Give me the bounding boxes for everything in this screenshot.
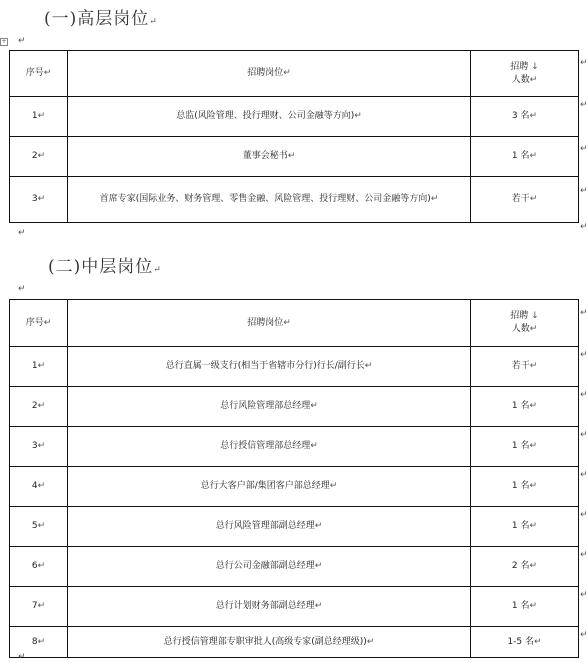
row-no: 5 (31, 521, 38, 531)
paragraph-mark: ↵ (18, 284, 26, 294)
row-no: 2 (31, 151, 38, 161)
section-title (44, 4, 158, 29)
table-header-row (10, 300, 579, 347)
header-position: 招聘岗位↵ (68, 300, 471, 347)
table-row: 4↵ 总行大客户部/集团客户部总经理↵ 1 名↵ (10, 467, 579, 507)
senior-positions-table (9, 50, 579, 223)
row-end-mark: ↵ (580, 470, 588, 480)
row-end-mark: ↵ (580, 390, 588, 400)
row-count: 1 名 (511, 521, 530, 531)
row-count: 若干 (511, 194, 530, 204)
section-title-text: (一)高层岗位 (44, 9, 150, 29)
row-count: 1 名 (511, 601, 530, 611)
row-no: 1 (31, 361, 38, 371)
row-position: 总行大客户部/集团客户部总经理 (200, 481, 330, 491)
table-row: 3↵ 首席专家(国际业务、财务管理、零售金融、风险管理、投行理财、公司金融等方向)↵ 若干↵ (10, 177, 579, 223)
row-position: 首席专家(国际业务、财务管理、零售金融、风险管理、投行理财、公司金融等方向) (99, 194, 431, 204)
row-end-mark: ↵ (580, 144, 588, 154)
row-end-mark: ↵ (580, 630, 588, 640)
row-end-mark: ↵ (580, 100, 588, 110)
row-count: 1 名 (511, 441, 530, 451)
table-row: 8↵ 总行授信管理部专职审批人(高级专家(副总经理级))↵ 1-5 名↵ (10, 627, 579, 658)
row-end-mark: ↵ (580, 222, 588, 232)
row-position: 总行直属一级支行(相当于省辖市分行)行长/副行长 (165, 361, 365, 371)
table-row: 3↵ 总行授信管理部总经理↵ 1 名↵ (10, 427, 579, 467)
row-end-mark: ↵ (580, 186, 588, 196)
row-end-mark: ↵ (580, 430, 588, 440)
row-no: 3 (31, 194, 38, 204)
row-no: 6 (31, 561, 38, 571)
header-no: 序号↵ (10, 300, 68, 347)
row-count: 1-5 名 (507, 636, 534, 647)
table-row: 2↵ 总行风险管理部总经理↵ 1 名↵ (10, 387, 579, 427)
table-row: 5↵ 总行风险管理部副总经理↵ 1 名↵ (10, 507, 579, 547)
paragraph-mark: ↵ (153, 265, 162, 275)
row-no: 8 (31, 636, 38, 647)
row-end-mark: ↵ (580, 308, 588, 318)
row-position: 总行计划财务部副总经理 (215, 601, 315, 611)
row-position: 总行风险管理部副总经理 (215, 521, 315, 531)
row-no: 3 (31, 441, 38, 451)
row-position: 总行公司金融部副总经理 (215, 561, 315, 571)
row-no: 1 (31, 111, 38, 121)
table-row: 6↵ 总行公司金融部副总经理↵ 2 名↵ (10, 547, 579, 587)
section-title (48, 252, 162, 277)
header-no: 序号↵ (10, 51, 68, 97)
row-no: 7 (31, 601, 38, 611)
table-move-handle-icon[interactable]: + (1, 38, 7, 45)
row-end-mark: ↵ (580, 510, 588, 520)
header-count: 招聘 ↓ 人数↵ (471, 51, 579, 97)
header-position: 招聘岗位↵ (68, 51, 471, 97)
row-end-mark: ↵ (580, 550, 588, 560)
paragraph-mark: ↵ (18, 228, 26, 238)
row-count: 若干 (511, 361, 530, 371)
paragraph-mark: ↵ (149, 17, 158, 27)
table-row: 1↵ 总行直属一级支行(相当于省辖市分行)行长/副行长↵ 若干↵ (10, 347, 579, 387)
paragraph-mark: ↵ (18, 652, 26, 662)
row-no: 4 (31, 481, 38, 491)
table-row: 7↵ 总行计划财务部副总经理↵ 1 名↵ (10, 587, 579, 627)
header-count: 招聘 ↓ 人数↵ (471, 300, 579, 347)
row-position: 总行风险管理部总经理 (220, 401, 311, 411)
row-count: 2 名 (511, 561, 530, 571)
row-end-mark: ↵ (580, 58, 588, 68)
row-position: 总行授信管理部专职审批人(高级专家(副总经理级)) (163, 636, 367, 647)
table-row: 1↵ 总监(风险管理、投行理财、公司金融等方向)↵ 3 名↵ (10, 97, 579, 137)
table-row: 2↵ 董事会秘书↵ 1 名↵ (10, 137, 579, 177)
row-no: 2 (31, 401, 38, 411)
row-count: 3 名 (511, 111, 530, 121)
row-count: 1 名 (511, 481, 530, 491)
row-end-mark: ↵ (580, 590, 588, 600)
table-header-row (10, 51, 579, 97)
row-count: 1 名 (511, 151, 530, 161)
section-title-text: (二)中层岗位 (48, 257, 154, 277)
row-position: 董事会秘书 (242, 151, 288, 161)
paragraph-mark: ↵ (18, 36, 26, 46)
middle-positions-table (9, 299, 579, 658)
row-end-mark: ↵ (580, 350, 588, 360)
row-count: 1 名 (511, 401, 530, 411)
row-position: 总行授信管理部总经理 (220, 441, 311, 451)
row-position: 总监(风险管理、投行理财、公司金融等方向) (176, 111, 355, 121)
